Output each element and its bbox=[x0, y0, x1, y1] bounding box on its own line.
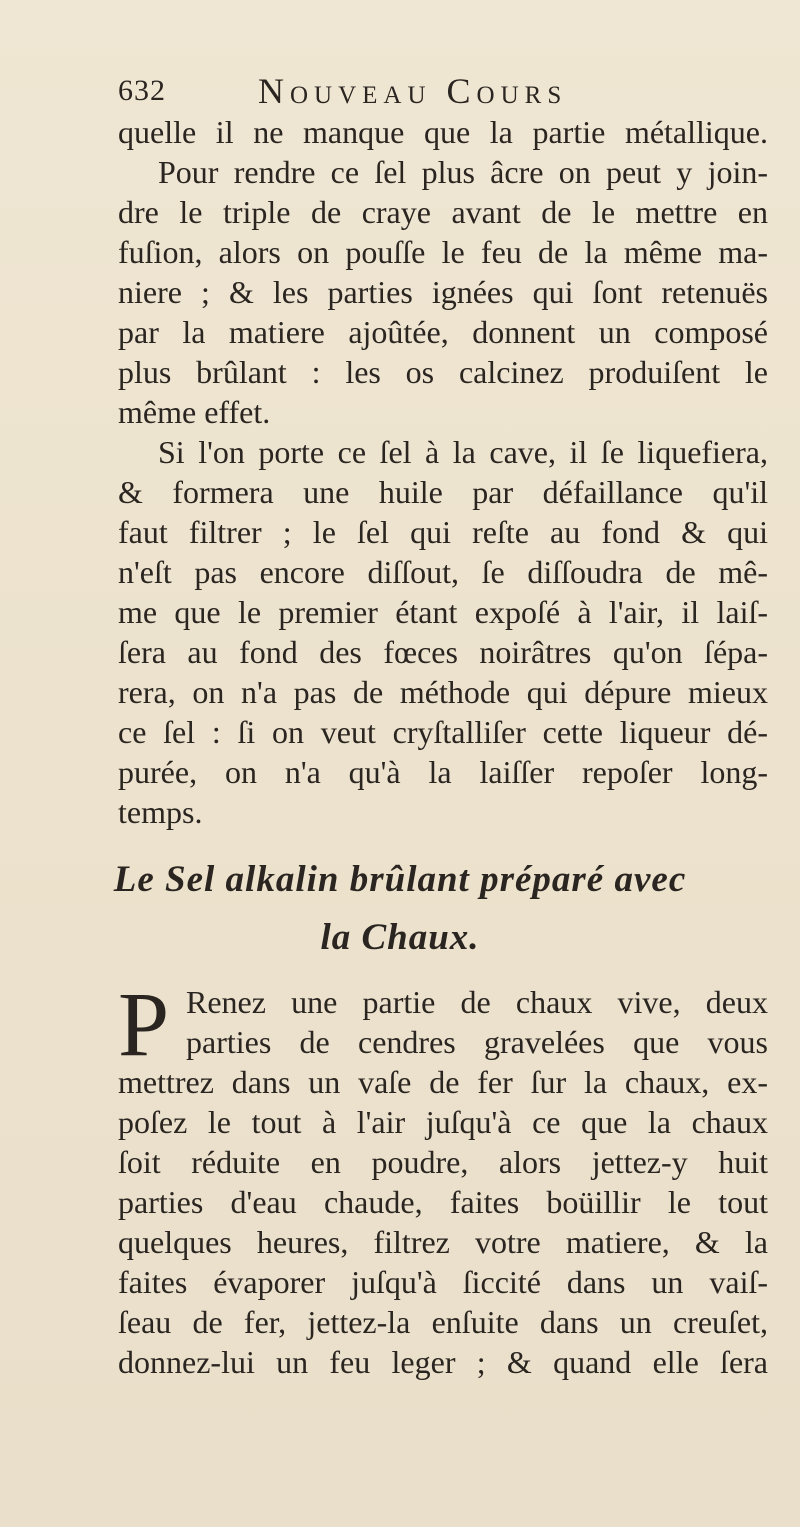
page-header bbox=[118, 70, 738, 114]
text-line: faites évaporer juſqu'à ſiccité dans un vaiſ- bbox=[118, 1264, 768, 1300]
text-line: quelle il ne manque que la partie métallique. bbox=[118, 114, 768, 150]
text-line: Pour rendre ce ſel plus âcre on peut y join- bbox=[158, 154, 768, 190]
text-line: par la matiere ajoûtée, donnent un composé bbox=[118, 314, 768, 350]
text-line: Si l'on porte ce ſel à la cave, il ſe liquefiera, bbox=[158, 434, 768, 470]
text-line: & formera une huile par défaillance qu'il bbox=[118, 474, 768, 510]
text-line: me que le premier étant expoſé à l'air, il laiſ- bbox=[118, 594, 768, 630]
text-line: ſeau de fer, jettez-la enſuite dans un creuſet, bbox=[118, 1304, 768, 1340]
running-head: Nouveau Cours bbox=[258, 71, 568, 111]
text-line: fuſion, alors on pouſſe le feu de la même ma- bbox=[118, 234, 768, 270]
text-line: même effet. bbox=[118, 394, 271, 430]
text-line: dre le triple de craye avant de le mettre en bbox=[118, 194, 768, 230]
text-line: purée, on n'a qu'à la laiſſer repoſer long- bbox=[118, 754, 768, 790]
text-line: rera, on n'a pas de méthode qui dépure mieux bbox=[118, 674, 768, 710]
text-line: ſoit réduite en poudre, alors jettez-y huit bbox=[118, 1144, 768, 1180]
text-line: faut filtrer ; le ſel qui reſte au fond & qui bbox=[118, 514, 768, 550]
text-line: Renez une partie de chaux vive, deux bbox=[186, 984, 768, 1020]
text-line: parties d'eau chaude, faites boüillir le tout bbox=[118, 1184, 768, 1220]
text-line: ce ſel : ſi on veut cryſtalliſer cette liqueur dé- bbox=[118, 714, 768, 750]
text-line: donnez-lui un feu leger ; & quand elle ſera bbox=[118, 1344, 768, 1380]
text-line: parties de cendres gravelées que vous bbox=[186, 1024, 768, 1060]
drop-cap: P bbox=[118, 973, 170, 1075]
text-line: n'eſt pas encore diſſout, ſe diſſoudra de mê- bbox=[118, 554, 768, 590]
text-line: temps. bbox=[118, 794, 203, 830]
text-line: quelques heures, filtrez votre matiere, & la bbox=[118, 1224, 768, 1260]
section-title: la Chaux. bbox=[320, 917, 480, 958]
text-line: niere ; & les parties ignées qui ſont retenuës bbox=[118, 274, 768, 310]
text-line: poſez le tout à l'air juſqu'à ce que la chaux bbox=[118, 1104, 768, 1140]
text-line: plus brûlant : les os calcinez produiſent le bbox=[118, 354, 768, 390]
section-title: Le Sel alkalin brûlant préparé avec bbox=[113, 859, 687, 900]
text-line: ſera au fond des fœces noirâtres qu'on ſépa- bbox=[118, 634, 768, 670]
text-line: mettrez dans un vaſe de fer ſur la chaux, ex- bbox=[118, 1064, 768, 1100]
page-number: 632 bbox=[118, 74, 166, 107]
